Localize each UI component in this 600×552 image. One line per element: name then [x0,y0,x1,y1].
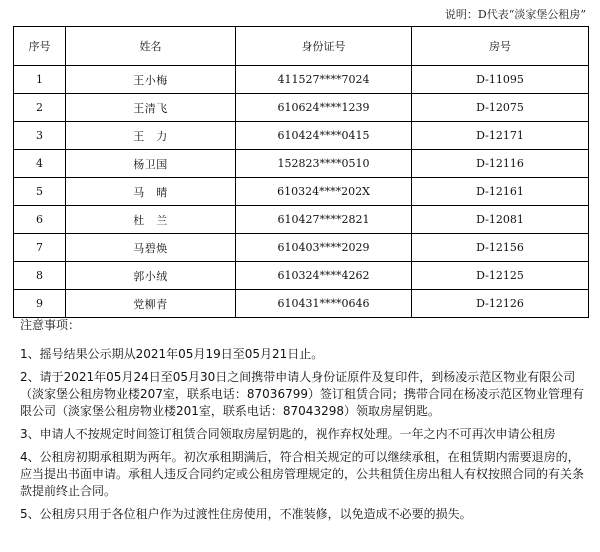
notes-list [20,346,590,529]
cell-name: 马碧焕 [66,234,236,262]
cell-name: 马 晴 [66,178,236,206]
header-id: 身份证号 [236,27,412,66]
cell-room: D-12171 [412,122,589,150]
cell-id: 610427****2821 [236,206,412,234]
cell-name: 党柳青 [66,290,236,318]
table-row [14,66,589,94]
cell-name: 王 力 [66,122,236,150]
table-row [14,178,589,206]
lottery-result-table [13,26,589,318]
cell-id: 610431****0646 [236,290,412,318]
cell-room: D-12156 [412,234,589,262]
note-item: 2、请于2021年05月24日至05月30日之间携带申请人身份证原件及复印件，到杨凌示范区物业有限公司（淡家堡公租房物业楼207室，联系电话：87036799）签订租赁合同；携带合同在杨凌示范区物业管理有限公司（淡家堡公租房物业楼201室，联系电话：87043298）领取房屋钥匙。 [20,370,584,418]
cell-no: 1 [14,66,66,94]
note-item: 3、申请人不按规定时间签订租赁合同领取房屋钥匙的，视作弃权处理。一年之内不可再次申请公租房 [20,427,556,441]
cell-id: 152823****0510 [236,150,412,178]
cell-id: 411527****7024 [236,66,412,94]
cell-room: D-12161 [412,178,589,206]
notes-title: 注意事项： [20,318,81,332]
footnote-legend: 说明：D代表“淡家堡公租房” [444,8,586,21]
cell-no: 3 [14,122,66,150]
header-no: 序号 [14,27,66,66]
note-item: 4、公租房初期承租期为两年。初次承租期满后，符合相关规定的可以继续承租，在租赁期内需要退房的，应当提出书面申请。承租人违反合同约定或公租房管理规定的，公共租赁住房出租人有权按照合同的有关条款提前终止合同。 [20,450,585,498]
header-room: 房号 [412,27,589,66]
cell-id: 610403****2029 [236,234,412,262]
cell-id: 610424****0415 [236,122,412,150]
note-item: 1、摇号结果公示期从2021年05月19日至05月21日止。 [20,347,324,361]
table-row [14,94,589,122]
cell-no: 8 [14,262,66,290]
table-row [14,234,589,262]
cell-id: 610624****1239 [236,94,412,122]
table-row [14,262,589,290]
cell-no: 7 [14,234,66,262]
cell-name: 郭小绒 [66,262,236,290]
table-row [14,206,589,234]
cell-id: 610324****4262 [236,262,412,290]
cell-name: 杜 兰 [66,206,236,234]
table-row [14,122,589,150]
cell-no: 9 [14,290,66,318]
table-header-row [14,27,589,66]
cell-no: 4 [14,150,66,178]
cell-name: 王清飞 [66,94,236,122]
cell-no: 5 [14,178,66,206]
cell-room: D-12125 [412,262,589,290]
cell-room: D-12116 [412,150,589,178]
note-item: 5、公租房只用于各位租户作为过渡性住房使用，不准装修，以免造成不必要的损失。 [20,507,472,521]
cell-room: D-12081 [412,206,589,234]
cell-name: 王小梅 [66,66,236,94]
cell-no: 6 [14,206,66,234]
cell-name: 杨卫国 [66,150,236,178]
cell-id: 610324****202X [236,178,412,206]
table-row [14,290,589,318]
cell-no: 2 [14,94,66,122]
cell-room: D-11095 [412,66,589,94]
cell-room: D-12126 [412,290,589,318]
table-row [14,150,589,178]
cell-room: D-12075 [412,94,589,122]
header-name: 姓名 [66,27,236,66]
